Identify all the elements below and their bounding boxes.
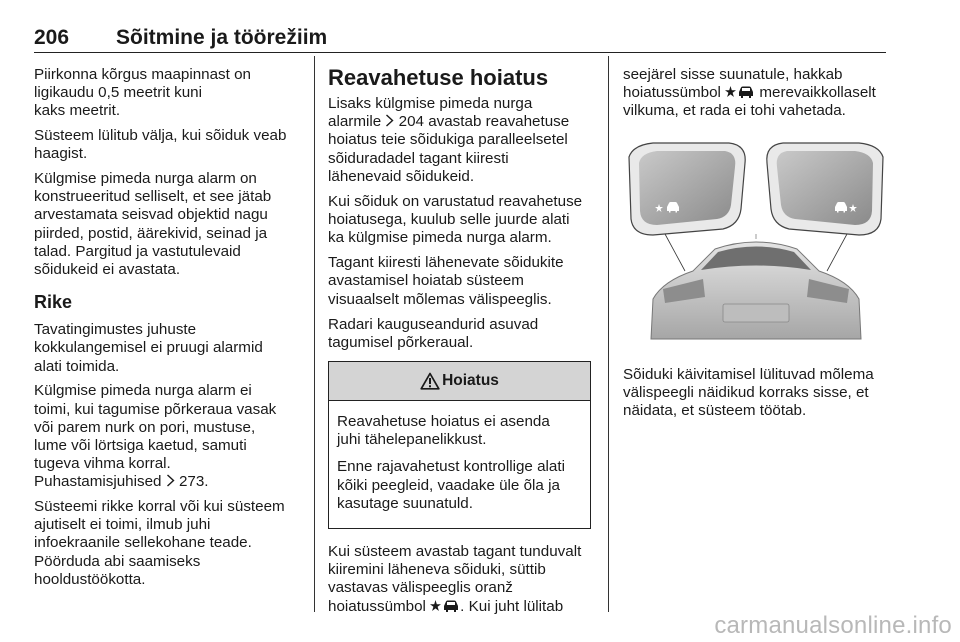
warning-text: Enne rajavahetust kontrollige alati kõiki peegleid, vaadake üle õla ja kasutage suunatuld. xyxy=(337,458,565,512)
page-reference-icon xyxy=(385,114,394,127)
paragraph xyxy=(34,382,300,491)
paragraph-text: seejärel sisse suunatule, hakkab xyxy=(623,66,843,83)
warning-text: Reavahetuse hoiatus ei asenda juhi tähelepanelikkust. xyxy=(337,413,550,449)
paragraph: Tavatingimustes juhuste kokkulangemisel ei pruugi alarmid alati toimida. xyxy=(34,321,263,375)
paragraph: Radari kauguseandurid asuvad tagumisel põrkeraual. xyxy=(328,315,539,351)
paragraph: Süsteem lülitub välja, kui sõiduk veab haagist. xyxy=(34,127,287,163)
paragraph-text: . Kui juht lülitab xyxy=(460,597,564,615)
paragraph: Tagant kiiresti lähenevate sõidukite avastamisel hoiatab süsteem visuaalselt mõlemas välispeeglis. xyxy=(328,254,564,308)
blind-spot-warning-symbol-icon xyxy=(725,85,755,99)
paragraph-text: hoiatussümbol xyxy=(328,597,426,615)
cross-reference-text: Puhastamisjuhised xyxy=(34,473,162,491)
page-header xyxy=(34,26,886,53)
paragraph-text: Külgmise pimeda nurga alarm ei toimi, kui tagumise põrkeraua vasak või parem nurk on pori, mustuse, lume või lörtsiga kaetud, samuti tugeva vihma korral. xyxy=(34,382,277,473)
warning-title: Hoiatus xyxy=(442,371,499,389)
paragraph-text: Kui süsteem avastab tagant tunduvalt kiiremini läheneva sõiduki, süttib vastavas välispeeglis oranž xyxy=(328,543,582,597)
page-number: 206 xyxy=(34,26,70,49)
paragraph: Piirkonna kõrgus maapinnast on ligikaudu 0,5 meetrit kuni kaks meetrit. xyxy=(34,66,251,120)
paragraph: Süsteemi rikke korral või kui süsteem ajutiselt ei toimi, ilmub juhi infoekraanile sellekohane teade. Pöörduda abi saamiseks hooldustöökotta. xyxy=(34,498,285,588)
paragraph xyxy=(328,95,594,186)
warning-header xyxy=(329,362,590,401)
paragraph-text: vilkuma, et rada ei tohi vahetada. xyxy=(623,102,846,120)
column-right xyxy=(623,66,889,428)
paragraph: Külgmise pimeda nurga alarm on konstrueeritud selliselt, et see jätab arvestamata seisvad objektid nagu piirded, postid, äärekivid, seinad ja talad. Pargitud ja vastutulevaid sõidukeid ei avastata. xyxy=(34,170,272,279)
warning-body xyxy=(329,401,590,528)
paragraph-text: Lisaks külgmise pimeda nurga xyxy=(328,95,533,112)
page-reference-icon xyxy=(166,474,175,487)
paragraph-text: alarmile xyxy=(328,113,382,131)
warning-triangle-icon xyxy=(420,372,440,390)
paragraph-text: hoiatussümbol xyxy=(623,84,721,102)
paragraph xyxy=(623,66,889,121)
mirror-warning-illustration xyxy=(623,139,889,349)
paragraph: Kui sõiduk on varustatud reavahetuse hoiatusega, kuulub selle juurde alati ka külgmise pimeda nurga alarm. xyxy=(328,192,583,247)
blind-spot-warning-symbol-icon xyxy=(430,599,460,613)
column-divider-right xyxy=(608,56,609,612)
paragraph xyxy=(328,543,594,616)
cross-reference-link[interactable]: 204 avastab reavahetuse xyxy=(398,113,570,131)
cross-reference-link[interactable]: 273. xyxy=(178,473,209,491)
section-heading-rike: Rike xyxy=(34,292,73,313)
paragraph-text: hoiatus teie sõidukiga paralleelsetel sõiduradadel tagant kiiresti lähenevaid sõidukeid. xyxy=(328,131,568,185)
section-heading-lane-change: Reavahetuse hoiatus xyxy=(328,65,549,90)
column-left xyxy=(34,66,300,596)
watermark: carmanualsonline.info xyxy=(714,612,952,639)
warning-box xyxy=(328,361,591,529)
paragraph: Sõiduki käivitamisel lülituvad mõlema välispeegli näidikud korraks sisse, et näidata, et süsteem töötab. xyxy=(623,365,874,420)
paragraph-text: merevaikkollaselt xyxy=(759,84,876,102)
column-divider-left xyxy=(314,56,315,612)
chapter-title: Sõitmine ja töörežiim xyxy=(116,26,328,49)
column-middle xyxy=(328,66,594,623)
